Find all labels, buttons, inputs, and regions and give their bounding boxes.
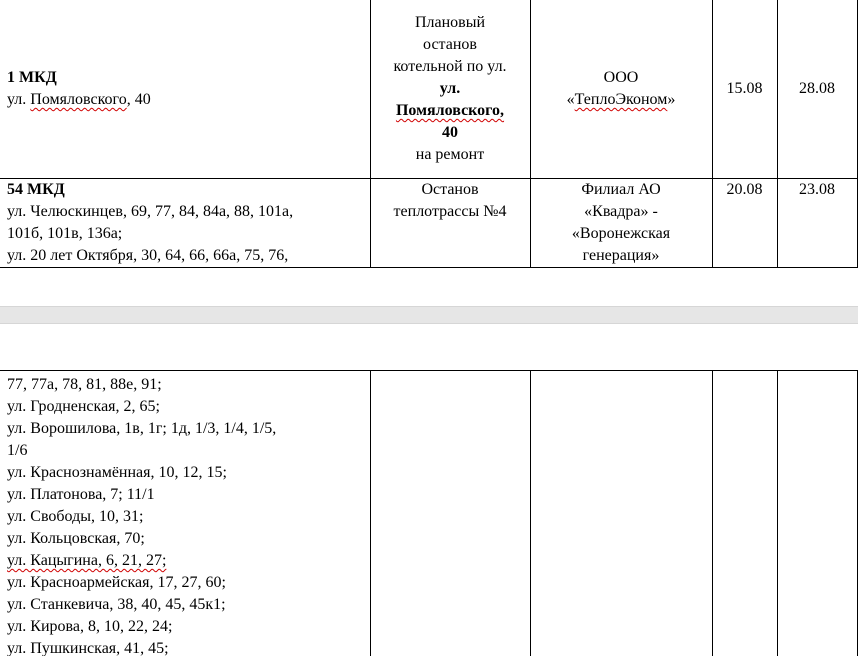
quote-close: » (667, 90, 676, 108)
building-count: 1 МКД (7, 68, 57, 86)
address-line: ул. Кольцовская, 70; (7, 530, 145, 547)
page-lower-fragment (0, 324, 858, 656)
outage-table-upper (0, 0, 858, 268)
date-from: 15.08 (726, 79, 763, 97)
organization-cell (530, 178, 712, 267)
date-from-cell (712, 178, 777, 267)
reason-line: котельной по ул. (393, 57, 507, 75)
organization-cell (530, 0, 712, 178)
address-line: 101б, 101в, 136а; (7, 224, 123, 242)
address-line: ул. Кирова, 8, 10, 22, 24; (7, 618, 173, 635)
address-cell (0, 178, 370, 267)
date-to: 23.08 (799, 180, 835, 198)
address-line: ул. Красноармейская, 17, 27, 60; (7, 574, 226, 591)
reason-bold-line: 40 (442, 123, 458, 141)
address-line: ул. Ворошилова, 1в, 1г; 1д, 1/3, 1/4, 1/5, (7, 420, 277, 437)
misspelled-org-name: ТеплоЭконом (574, 90, 668, 108)
building-count: 54 МКД (7, 180, 65, 198)
address-cell (0, 0, 370, 178)
date-from: 20.08 (726, 180, 763, 198)
reason-line: Останов (421, 180, 479, 198)
date-to-cell (777, 178, 857, 267)
address-line: ул. 20 лет Октября, 30, 64, 66, 66а, 75, 76, (7, 246, 289, 264)
address-line: ул. Свободы, 10, 31; (7, 508, 144, 525)
reason-line: Плановый (414, 13, 486, 31)
address-line: ул. Краснознамённая, 10, 12, 15; (7, 464, 227, 481)
org-line: «Воронежская (571, 224, 671, 242)
org-line (531, 89, 712, 111)
date-to: 28.08 (799, 79, 835, 97)
reason-cell-empty (370, 371, 530, 656)
date-from-cell (712, 0, 777, 178)
address-line: ул. Пушкинская, 41, 45; (7, 640, 169, 656)
org-line: ООО (603, 68, 639, 86)
address-line: 77, 77а, 78, 81, 88е, 91; (7, 376, 162, 393)
reason-line: останов (423, 35, 477, 53)
reason-bold-line: ул. (439, 79, 461, 97)
misspelled-street-name: Помяловского (30, 90, 127, 108)
page-break-gap (0, 306, 858, 324)
street-suffix: , 40 (126, 90, 151, 108)
address-line: ул. Платонова, 7; 11/1 (7, 486, 155, 503)
address-line: ул. Кацыгина, 6, 21, 27; (7, 552, 167, 569)
reason-line: теплотрассы №4 (393, 202, 507, 220)
quote-open: « (566, 90, 575, 108)
outage-table-lower (0, 370, 858, 656)
organization-cell-empty (530, 371, 712, 656)
table-row (0, 178, 857, 267)
page-upper-fragment (0, 0, 858, 306)
address-line: ул. Челюскинцев, 69, 77, 84, 84а, 88, 101а, (7, 202, 294, 220)
org-line: «Квадра» - (584, 202, 658, 220)
table-row (0, 371, 857, 656)
street-prefix: ул. (7, 90, 31, 108)
date-from-cell-empty (712, 371, 777, 656)
table-row (0, 0, 857, 178)
date-to-cell (777, 0, 857, 178)
org-line: Филиал АО (581, 180, 661, 198)
address-cell (0, 371, 370, 656)
address-line: 1/6 (7, 442, 28, 459)
address-line: ул. Станкевича, 38, 40, 45, 45к1; (7, 596, 226, 613)
reason-cell (370, 0, 530, 178)
address-line: ул. Гродненская, 2, 65; (7, 398, 160, 415)
reason-bold-line: Помяловского, (395, 101, 505, 119)
address-line (7, 89, 366, 111)
org-line: генерация» (582, 246, 660, 264)
reason-cell (370, 178, 530, 267)
date-to-cell-empty (777, 371, 857, 656)
reason-line: на ремонт (415, 145, 485, 163)
